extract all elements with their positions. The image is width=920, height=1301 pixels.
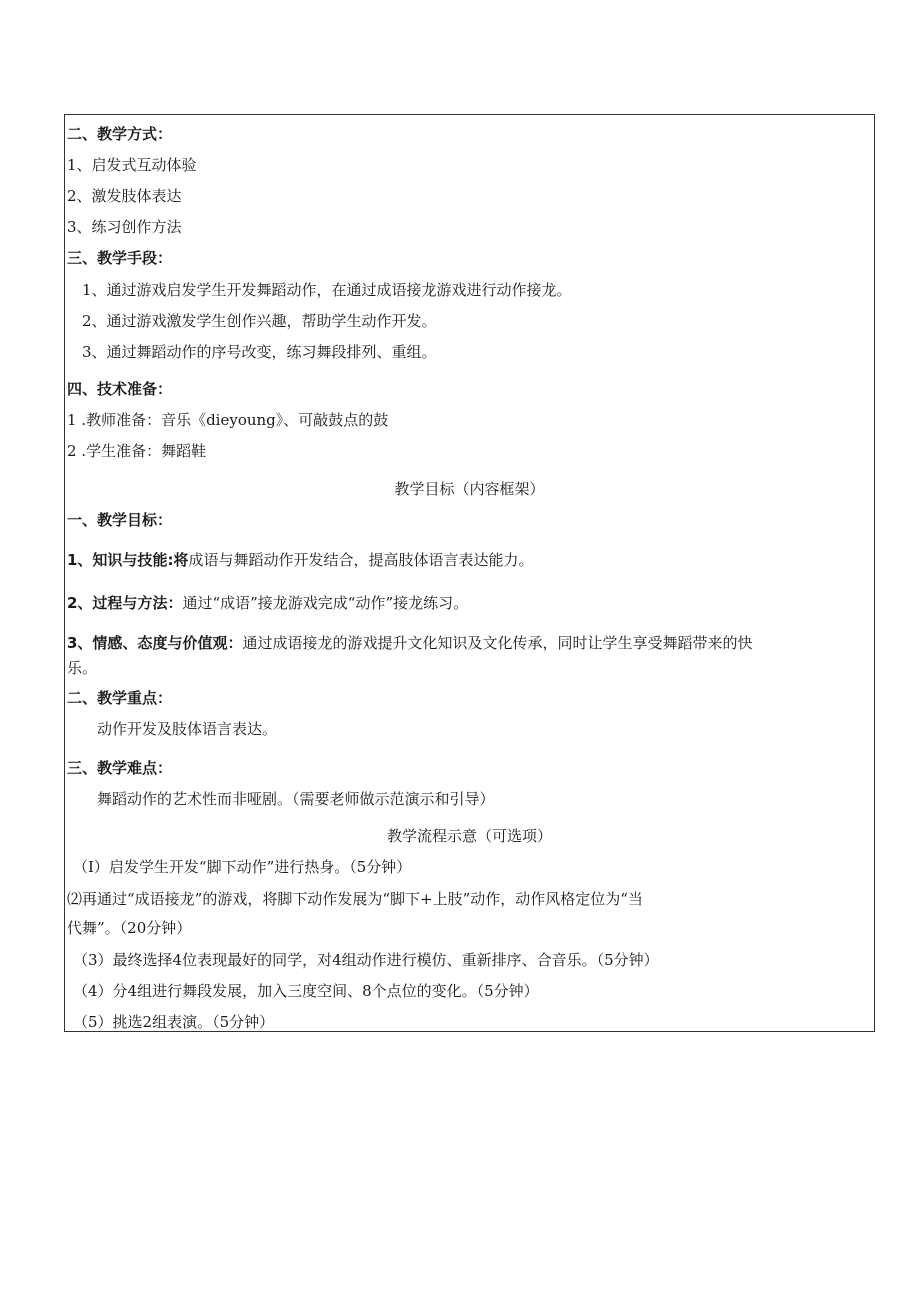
difficulties-heading: 三、教学难点： — [67, 759, 173, 777]
flow-step-2-continued: 代舞”。（20分钟） — [67, 919, 192, 937]
goal-1-label: 1、知识与技能:将 — [67, 551, 189, 569]
methods-item-3: 3、练习创作方法 — [67, 218, 182, 236]
key-points-heading: 二、教学重点： — [67, 689, 173, 707]
methods-item-2: 2、激发肢体表达 — [67, 187, 182, 205]
means-item-3: 3、通过舞蹈动作的序号改变，练习舞段排列、重组。 — [82, 343, 437, 361]
flow-step-3: （3）最终选择4位表现最好的同学，对4组动作进行模仿、重新排序、合音乐。（5分钟） — [73, 951, 659, 969]
means-heading: 三、教学手段： — [67, 249, 173, 267]
flow-title: 教学流程示意（可选项） — [386, 827, 552, 845]
key-points-text: 动作开发及肢体语言表达。 — [97, 720, 278, 738]
methods-item-1: 1、启发式互动体验 — [67, 156, 197, 174]
goal-2-label: 2、过程与方法： — [67, 594, 183, 612]
flow-step-2: ⑵再通过“成语接龙”的游戏，将脚下动作发展为“脚下+上肢”动作，动作风格定位为“当 — [67, 890, 643, 908]
means-item-1: 1、通过游戏启发学生开发舞蹈动作，在通过成语接龙游戏进行动作接龙。 — [82, 281, 572, 299]
goal-1-text: 成语与舞蹈动作开发结合，提高肢体语言表达能力。 — [188, 551, 534, 569]
methods-heading: 二、教学方式： — [67, 125, 173, 143]
tech-item-2: 2 .学生准备：舞蹈鞋 — [67, 442, 207, 460]
goal-2 — [67, 593, 468, 613]
flow-step-4: （4）分4组进行舞段发展，加入三度空间、8个点位的变化。（5分钟） — [73, 982, 539, 1000]
flow-step-5: （5）挑选2组表演。（5分钟） — [73, 1013, 275, 1031]
difficulties-text: 舞蹈动作的艺术性而非哑剧。（需要老师做示范演示和引导） — [97, 790, 495, 808]
goal-1 — [67, 550, 533, 570]
goals-heading: 一、教学目标： — [67, 511, 173, 529]
goal-3-text: 通过成语接龙的游戏提升文化知识及文化传承，同时让学生享受舞蹈带来的快 — [242, 634, 753, 652]
goal-3-label: 3、情感、态度与价值观： — [67, 634, 243, 652]
goal-3 — [67, 633, 752, 653]
tech-item-1: 1 .教师准备：音乐《dieyoung》、可敲鼓点的鼓 — [67, 411, 389, 429]
goal-3-continued: 乐。 — [67, 659, 98, 677]
tech-heading: 四、技术准备： — [67, 380, 173, 398]
framework-title: 教学目标（内容框架） — [394, 480, 545, 498]
means-item-2: 2、通过游戏激发学生创作兴趣，帮助学生动作开发。 — [82, 312, 437, 330]
lesson-plan-table — [64, 114, 875, 1032]
flow-step-1: （I）启发学生开发“脚下动作”进行热身。（5分钟） — [73, 858, 412, 876]
goal-2-text: 通过“成语”接龙游戏完成“动作”接龙练习。 — [182, 594, 469, 612]
